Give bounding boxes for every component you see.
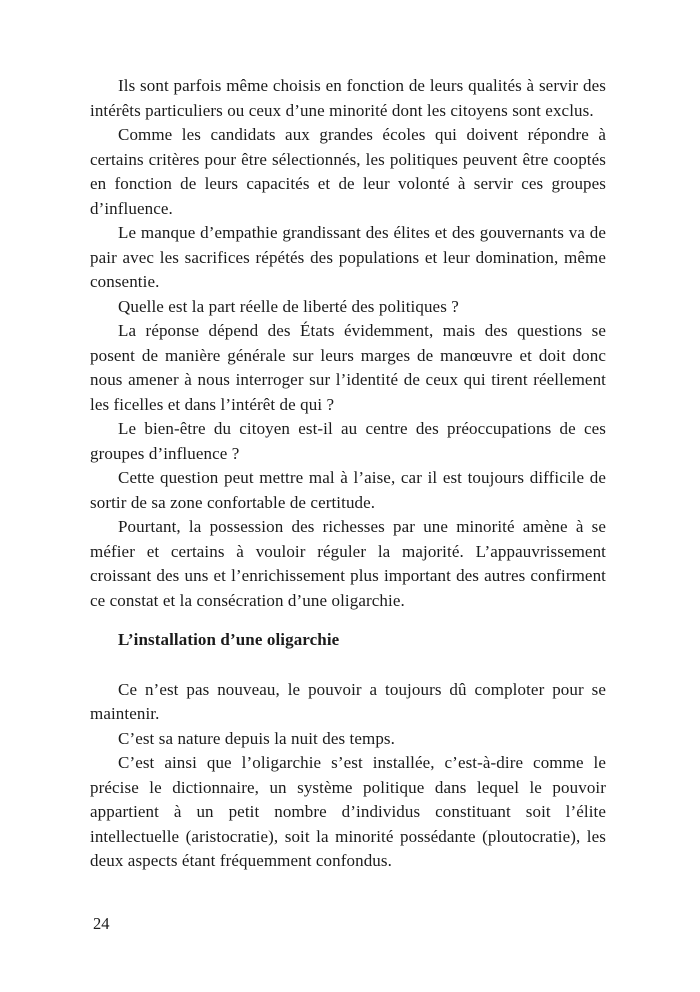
section-heading: L’installation d’une oligarchie <box>118 630 340 649</box>
paragraph: Le bien-être du citoyen est-il au centre des préoccupations de ces groupes d’influence ? <box>90 419 606 463</box>
paragraph: C’est ainsi que l’oligarchie s’est installée, c’est-à-dire comme le précise le dictionnaire, un système politique dans lequel le pouvoir appartient à un petit nombre d’individus constituant soit l’élite intellectuelle (aristocratie), soit la minorité possédante (ploutocratie), les deux aspects étant fréquemment confondus. <box>90 753 606 870</box>
paragraph: Quelle est la part réelle de liberté des politiques ? <box>118 296 459 316</box>
paragraph: Comme les candidats aux grandes écoles qui doivent répondre à certains critères pour être sélectionnés, les politiques peuvent être cooptés en fonction de leurs capacités et de leur volonté à servir ces groupes d’influence. <box>90 125 606 218</box>
text-block <box>90 74 606 874</box>
paragraph: C’est sa nature depuis la nuit des temps. <box>118 728 395 748</box>
page-number: 24 <box>93 914 110 933</box>
paragraph: Cette question peut mettre mal à l’aise, car il est toujours difficile de sortir de sa zone confortable de certitude. <box>90 468 606 512</box>
paragraph: Pourtant, la possession des richesses par une minorité amène à se méfier et certains à vouloir réguler la majorité. L’appauvrissement croissant des uns et l’enrichissement plus important des autres confirment ce constat et la consécration d’une oligarchie. <box>90 517 606 610</box>
paragraph: Ce n’est pas nouveau, le pouvoir a toujours dû comploter pour se maintenir. <box>90 679 606 723</box>
paragraph: Le manque d’empathie grandissant des élites et des gouvernants va de pair avec les sacrifices répétés des populations et leur domination, même consentie. <box>90 223 606 291</box>
paragraph: Ils sont parfois même choisis en fonction de leurs qualités à servir des intérêts particuliers ou ceux d’une minorité dont les citoyens sont exclus. <box>90 76 606 120</box>
paragraph: La réponse dépend des États évidemment, mais des questions se posent de manière générale sur leurs marges de manœuvre et doit donc nous amener à nous interroger sur l’identité de ceux qui tirent réellement les ficelles et dans l’intérêt de qui ? <box>90 321 606 414</box>
